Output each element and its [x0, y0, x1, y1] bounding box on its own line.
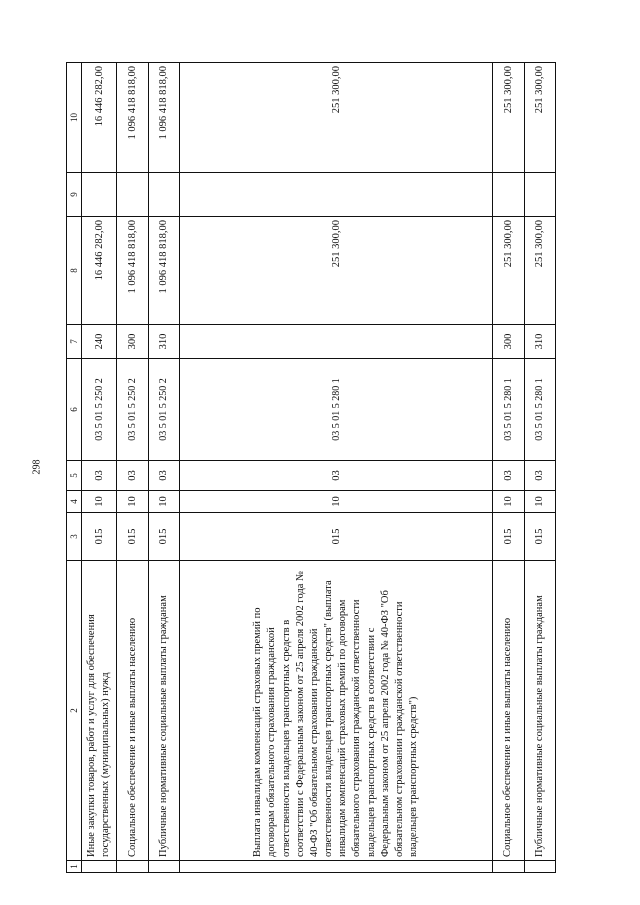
cell-name: Выплата инвалидам компенсаций страховых премий по договорам обязательного страхования гражданской ответственности владельцев транспортных средств в соответствии с Федеральным законом от 25 апреля 2002 года № 40-ФЗ "Об обязательном страховании гражданской ответственности владельцев транспортных средств" (выплата инвалидам компенсаций страховых премий по договорам обязательного страхования гражданской ответственности владельцев транспортных средств в соответствии с Федеральным законом от 25 апреля 2002 года № 40-ФЗ "Об обязательном страховании гражданской ответственности владельцев транспортных средств")	[180, 561, 493, 861]
table-row	[493, 63, 524, 873]
cell-section: 10	[117, 491, 148, 513]
cell-target-article: 03 5 01 5 280 1	[524, 359, 555, 461]
cell-target-article: 03 5 01 5 280 1	[180, 359, 493, 461]
cell-sum-total: 251 300,00	[524, 217, 555, 325]
cell-grbs: 015	[493, 513, 524, 561]
cell-subsection: 03	[493, 461, 524, 491]
budget-table	[66, 62, 556, 873]
cell-grbs: 015	[82, 513, 117, 561]
cell-name: Социальное обеспечение и иные выплаты населению	[493, 561, 524, 861]
cell-sum-total: 16 446 282,00	[82, 217, 117, 325]
cell-col-1	[82, 861, 117, 873]
cell-expense-type: 300	[493, 325, 524, 359]
cell-sum-col-9	[117, 173, 148, 217]
budget-table-sheet	[66, 63, 556, 873]
cell-expense-type: 310	[148, 325, 179, 359]
cell-grbs: 015	[148, 513, 179, 561]
cell-sum-col-10: 251 300,00	[180, 63, 493, 173]
cell-sum-col-9	[82, 173, 117, 217]
header-col-10: 10	[67, 63, 82, 173]
cell-expense-type: 310	[524, 325, 555, 359]
cell-sum-col-9	[180, 173, 493, 217]
cell-sum-col-10: 1 096 418 818,00	[148, 63, 179, 173]
cell-sum-col-10: 16 446 282,00	[82, 63, 117, 173]
cell-name: Иные закупки товаров, работ и услуг для обеспечения государственных (муниципальных) нужд	[82, 561, 117, 861]
cell-col-1	[148, 861, 179, 873]
header-col-7: 7	[67, 325, 82, 359]
page-number: 298	[31, 459, 43, 475]
cell-grbs: 015	[180, 513, 493, 561]
cell-section: 10	[524, 491, 555, 513]
header-col-9: 9	[67, 173, 82, 217]
header-col-6: 6	[67, 359, 82, 461]
cell-sum-total: 251 300,00	[180, 217, 493, 325]
table-row	[148, 63, 179, 873]
cell-expense-type	[180, 325, 493, 359]
cell-expense-type: 240	[82, 325, 117, 359]
cell-sum-total: 1 096 418 818,00	[117, 217, 148, 325]
cell-sum-col-9	[524, 173, 555, 217]
table-row	[180, 63, 493, 873]
header-col-3: 3	[67, 513, 82, 561]
cell-subsection: 03	[117, 461, 148, 491]
cell-expense-type: 300	[117, 325, 148, 359]
cell-target-article: 03 5 01 5 250 2	[148, 359, 179, 461]
cell-section: 10	[493, 491, 524, 513]
header-col-5: 5	[67, 461, 82, 491]
cell-target-article: 03 5 01 5 250 2	[117, 359, 148, 461]
cell-name: Социальное обеспечение и иные выплаты населению	[117, 561, 148, 861]
cell-sum-total: 251 300,00	[493, 217, 524, 325]
cell-sum-col-10: 1 096 418 818,00	[117, 63, 148, 173]
table-row	[117, 63, 148, 873]
cell-grbs: 015	[524, 513, 555, 561]
cell-name: Публичные нормативные социальные выплаты гражданам	[148, 561, 179, 861]
cell-name: Публичные нормативные социальные выплаты гражданам	[524, 561, 555, 861]
table-row	[524, 63, 555, 873]
header-row	[67, 63, 82, 873]
cell-section: 10	[180, 491, 493, 513]
cell-col-1	[493, 861, 524, 873]
header-col-8: 8	[67, 217, 82, 325]
cell-subsection: 03	[180, 461, 493, 491]
cell-col-1	[180, 861, 493, 873]
header-col-2: 2	[67, 561, 82, 861]
cell-sum-col-10: 251 300,00	[493, 63, 524, 173]
cell-sum-total: 1 096 418 818,00	[148, 217, 179, 325]
cell-col-1	[524, 861, 555, 873]
cell-sum-col-9	[493, 173, 524, 217]
cell-sum-col-9	[148, 173, 179, 217]
header-col-1: 1	[67, 861, 82, 873]
cell-subsection: 03	[524, 461, 555, 491]
cell-subsection: 03	[82, 461, 117, 491]
cell-target-article: 03 5 01 5 250 2	[82, 359, 117, 461]
cell-subsection: 03	[148, 461, 179, 491]
table-row	[82, 63, 117, 873]
cell-sum-col-10: 251 300,00	[524, 63, 555, 173]
cell-target-article: 03 5 01 5 280 1	[493, 359, 524, 461]
cell-grbs: 015	[117, 513, 148, 561]
header-col-4: 4	[67, 491, 82, 513]
cell-section: 10	[148, 491, 179, 513]
cell-section: 10	[82, 491, 117, 513]
cell-col-1	[117, 861, 148, 873]
